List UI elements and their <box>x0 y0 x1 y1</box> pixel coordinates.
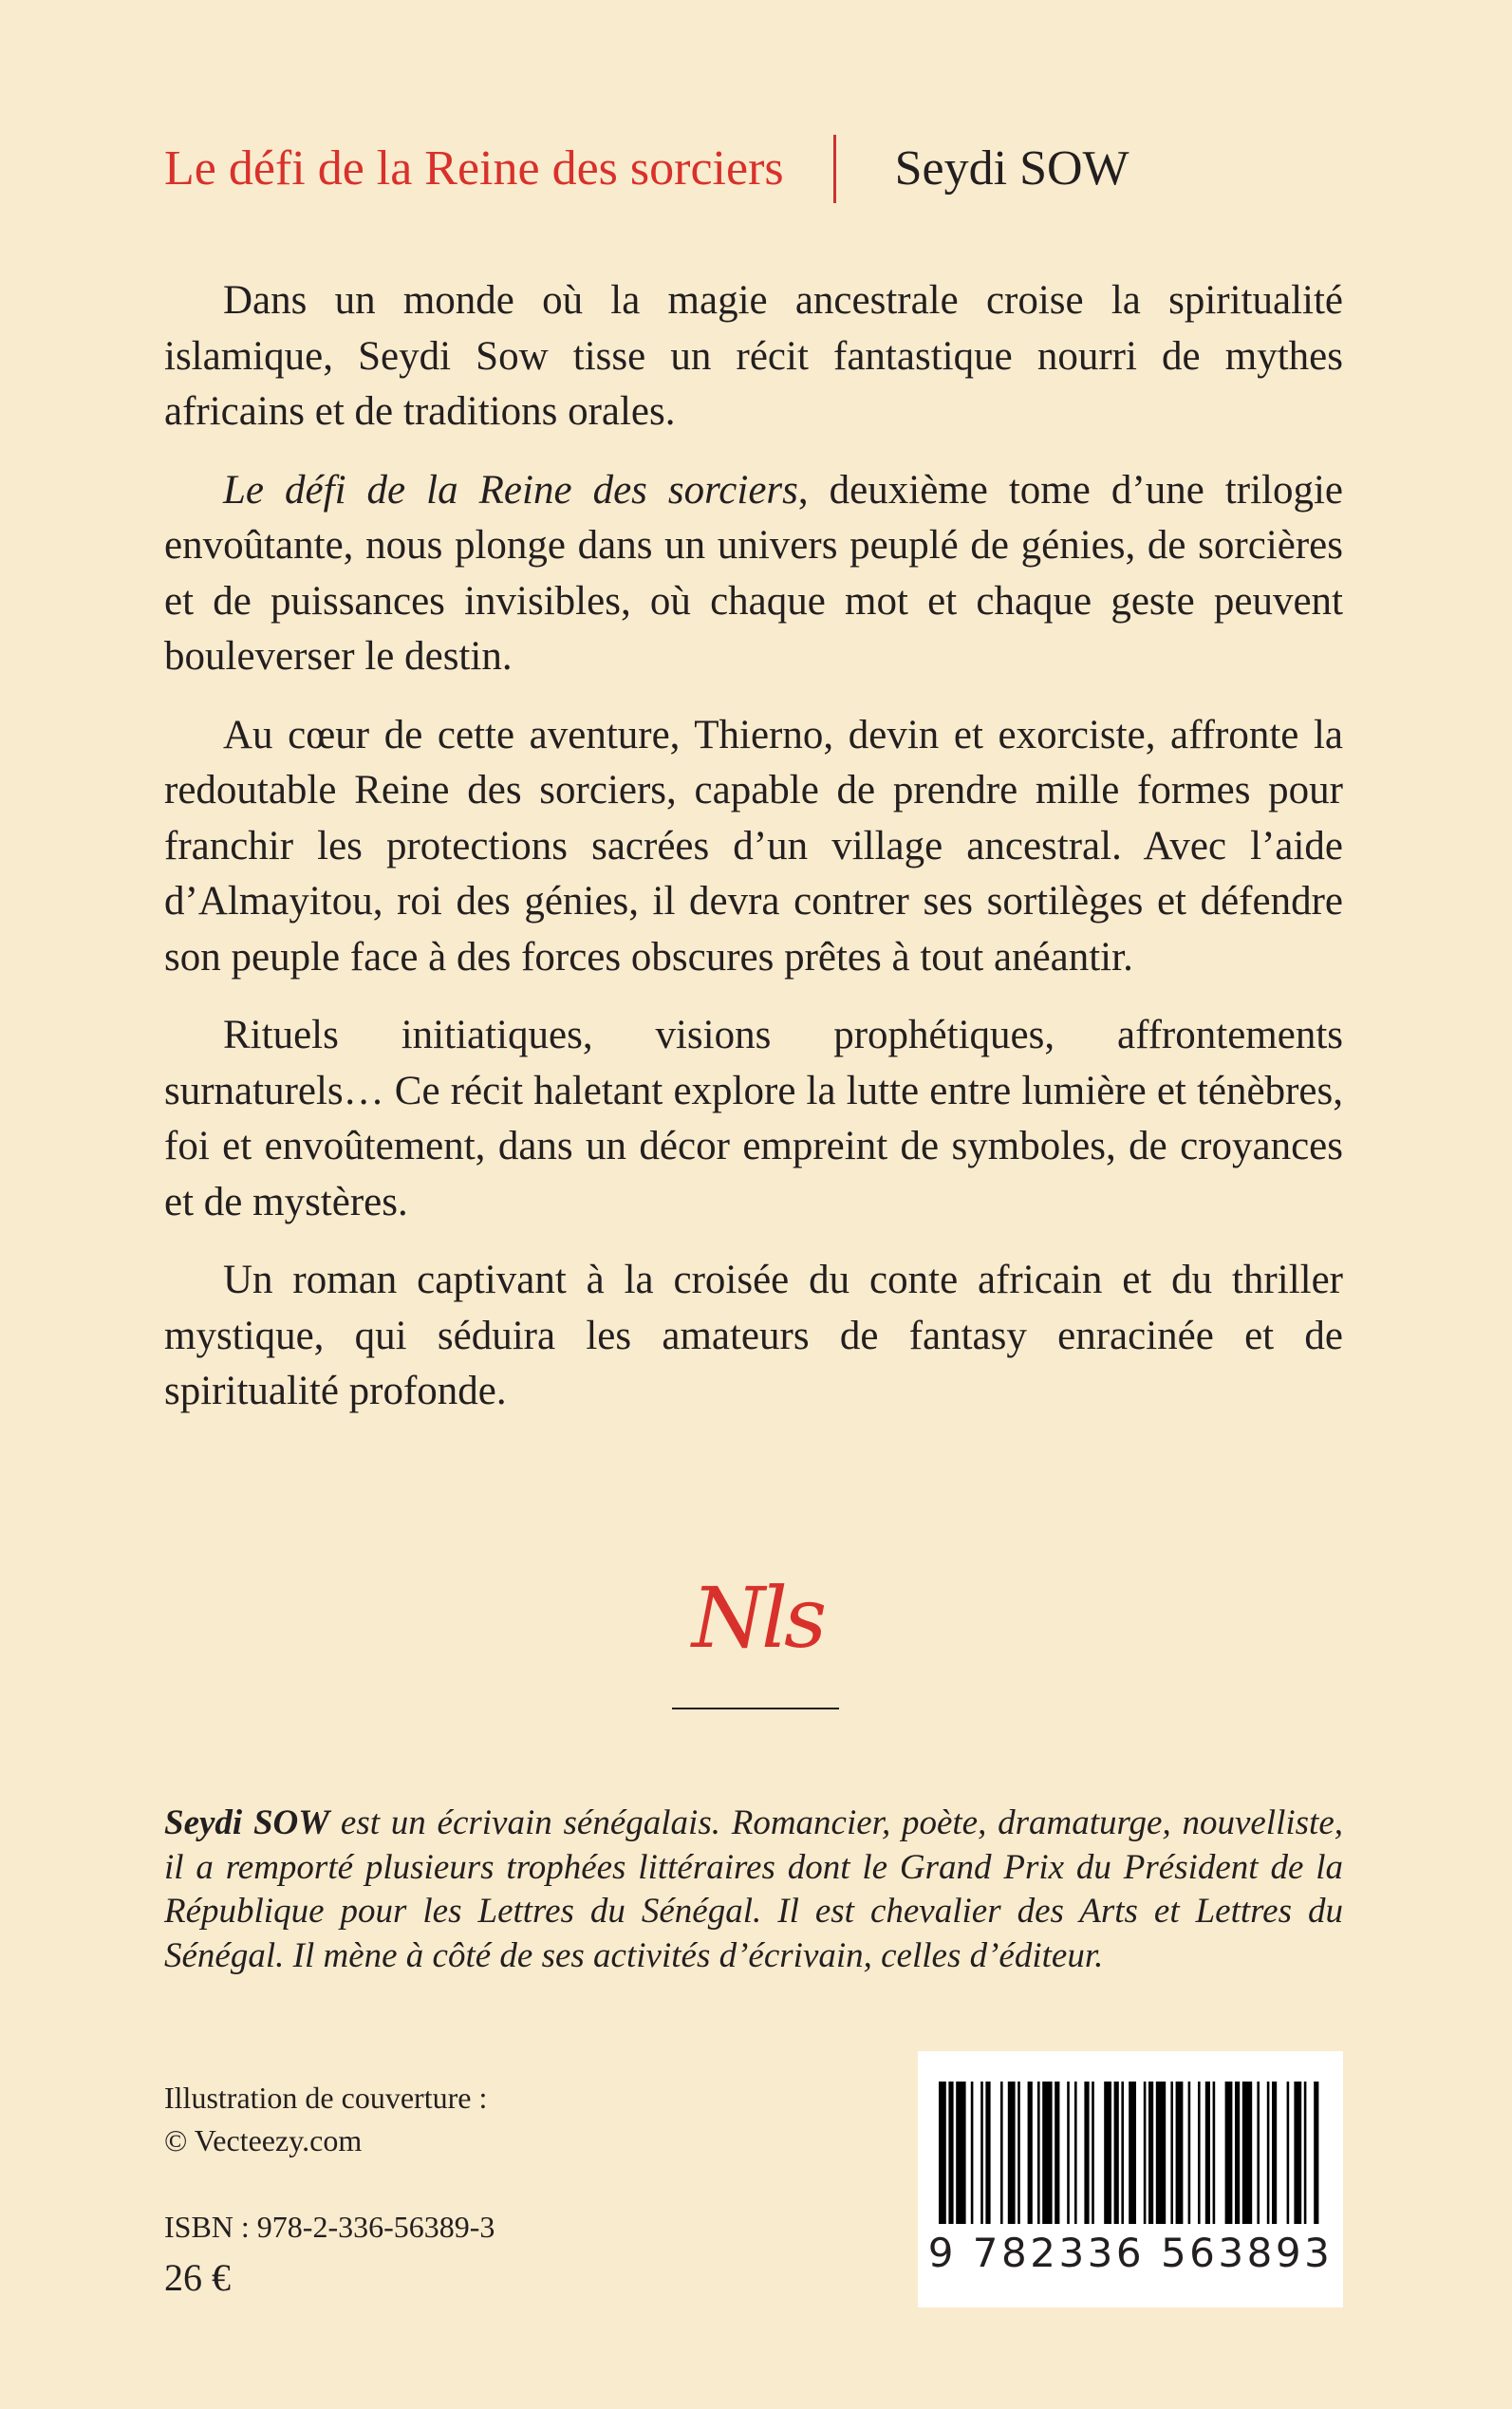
header-divider <box>833 135 836 203</box>
barcode-bar <box>1074 2082 1077 2224</box>
barcode-bar <box>1267 2082 1270 2224</box>
barcode-bar <box>1213 2082 1216 2224</box>
barcode-bar <box>1017 2082 1020 2224</box>
barcode-bar <box>1242 2082 1252 2224</box>
barcode-bar <box>971 2082 974 2224</box>
barcode-bar <box>985 2082 990 2224</box>
cover-header <box>164 131 1129 207</box>
isbn-text: ISBN : 978-2-336-56389-3 <box>164 2210 495 2244</box>
barcode-bar <box>1156 2082 1166 2224</box>
blurb-paragraph-4: Rituels initiatiques, visions prophétiques, affrontements surnaturels… Ce récit haletant explore la lutte entre lumière et ténèbres, foi et envoûtement, dans un décor empreint de symboles, de croyances et de mystères. <box>164 1013 1343 1224</box>
barcode-bar <box>1287 2082 1290 2224</box>
author-bio <box>164 1802 1343 1978</box>
barcode-bar <box>1084 2082 1089 2224</box>
barcode-bar <box>956 2082 965 2224</box>
barcode-bar <box>980 2082 983 2224</box>
barcode-digits: 9 782336 563893 <box>927 2230 1334 2276</box>
barcode-bar <box>939 2082 946 2224</box>
author-name: Seydi SOW <box>894 141 1129 196</box>
barcode-bar <box>1042 2082 1052 2224</box>
barcode-bar <box>1176 2082 1184 2224</box>
barcode-bar <box>1092 2082 1094 2224</box>
barcode-bar <box>1198 2082 1201 2224</box>
barcode-bar <box>1028 2082 1033 2224</box>
barcode-bar <box>1144 2082 1147 2224</box>
barcode-bar <box>1008 2082 1016 2224</box>
barcode-bar <box>1067 2082 1070 2224</box>
barcode-bar <box>1294 2082 1301 2224</box>
credits-line-1: Illustration de couverture : <box>164 2081 488 2115</box>
illustration-credits <box>164 2077 487 2162</box>
blurb-paragraph-3: Au cœur de cette aventure, Thierno, devin et exorciste, affronte la redoutable Reine des sorciers, capable de prendre mille formes pour franchir les protections sacrées d’un village ancestral. Avec l’aide d’Almayitou, roi des génies, il devra contrer ses sortilèges et défendre son peuple face à des forces obscures prêtes à tout anéantir. <box>164 712 1343 980</box>
barcode-bar <box>1314 2082 1318 2224</box>
logo-underline <box>672 1708 839 1709</box>
barcode-bar <box>1170 2082 1173 2224</box>
barcode-bar <box>1205 2082 1210 2224</box>
barcode-bar <box>1148 2082 1153 2224</box>
bio-author-name: Seydi SOW <box>164 1803 330 1842</box>
barcode-bar <box>1257 2082 1260 2224</box>
barcode-bar <box>1104 2082 1111 2224</box>
credits-line-2: © Vecteezy.com <box>164 2123 363 2157</box>
barcode-bar <box>1235 2082 1240 2224</box>
barcode-bar <box>1304 2082 1307 2224</box>
barcode-bar <box>1037 2082 1040 2224</box>
blurb-paragraph-2-text: , deuxième tome d’une trilogie envoûtante, nous plonge dans un univers peuplé de génies, de sorcières et de puissances invisibles, où chaque mot et chaque geste peuvent bouleverser le destin. <box>164 467 1344 679</box>
price-text: 26 € <box>164 2256 231 2299</box>
blurb-paragraph-5: Un roman captivant à la croisée du conte africain et du thriller mystique, qui séduira les amateurs de fantasy enracinée et de spiritualité profonde. <box>164 1258 1343 1413</box>
publisher-logo: Nls <box>691 1569 824 1667</box>
back-cover-blurb <box>164 273 1343 1443</box>
blurb-paragraph-2 <box>164 463 1343 685</box>
blurb-book-title: Le défi de la Reine des sorciers <box>223 467 798 513</box>
book-title: Le défi de la Reine des sorciers <box>164 141 784 196</box>
barcode-bar <box>1000 2082 1003 2224</box>
barcode-bar <box>1114 2082 1119 2224</box>
barcode-bar <box>1188 2082 1191 2224</box>
bio-text: est un écrivain sénégalais. Romancier, poète, dramaturge, nouvelliste, il a remporté plusieurs trophées littéraires dont le Grand Prix du Président de la République pour les Lettres du Sénégal. Il est chevalier des Arts et Lettres du Sénégal. Il mène à côté de ses activités d’écrivain, celles d’éditeur. <box>164 1803 1343 1975</box>
barcode <box>918 2051 1343 2307</box>
blurb-paragraph-1: Dans un monde où la magie ancestrale croise la spiritualité islamique, Seydi Sow tisse un récit fantastique nourri de mythes africains et de traditions orales. <box>164 278 1343 434</box>
barcode-bars <box>939 2082 1322 2224</box>
barcode-bar <box>1121 2082 1124 2224</box>
barcode-bar <box>1129 2082 1136 2224</box>
barcode-bar <box>1272 2082 1277 2224</box>
barcode-bar <box>948 2082 953 2224</box>
barcode-bar <box>1225 2082 1233 2224</box>
barcode-bar <box>1055 2082 1059 2224</box>
